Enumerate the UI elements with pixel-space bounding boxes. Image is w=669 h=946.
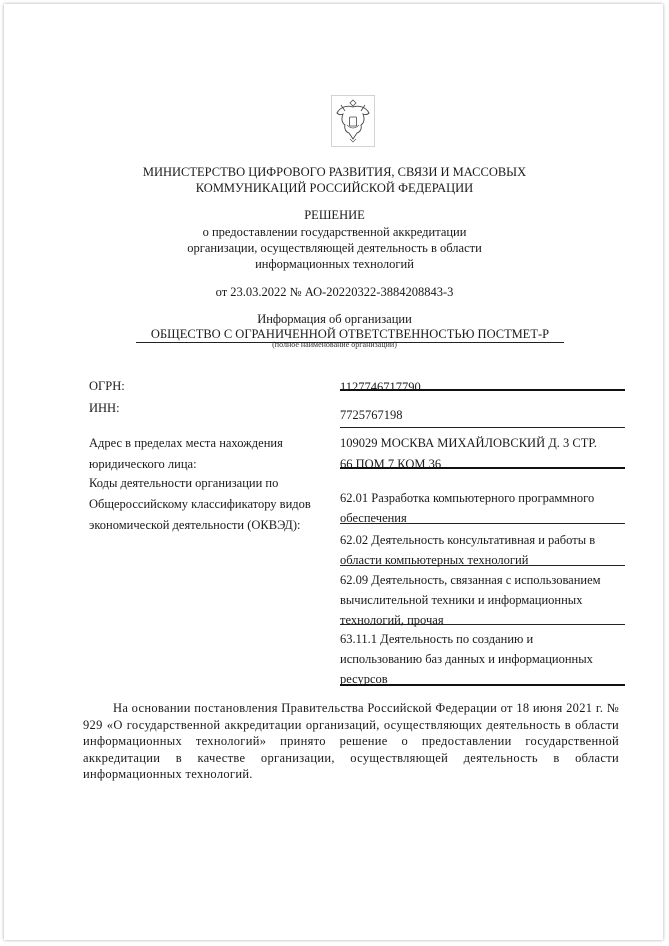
decision-date-number: от 23.03.2022 № АО-20220322-3884208843-3 xyxy=(215,285,454,299)
org-full-name-note: (полное наименование организации) xyxy=(272,340,397,349)
inn-label: ИНН: xyxy=(89,401,120,415)
decision-subtitle xyxy=(0,224,669,272)
okved-code-line: ресурсов xyxy=(340,672,388,686)
inn-value: 7725767198 xyxy=(340,408,403,422)
okved-code-line: 63.11.1 Деятельность по созданию и xyxy=(340,632,534,646)
org-full-name: ОБЩЕСТВО С ОГРАНИЧЕННОЙ ОТВЕТСТВЕННОСТЬЮ ПОСТМЕТ-Р xyxy=(136,326,564,343)
okved-code-underline xyxy=(340,523,625,524)
basis-paragraph-text: На основании постановления Правительства Российской Федерации от 18 июня 2021 г. № 929 «О государственной аккредитации организаций, осуществляющих деятельность в области информационных технологий» принято решение о предоставлении государственной аккредитации в качестве организации, осуществляющей деятельность в области информационных технологий. xyxy=(83,701,619,781)
ministry-line-2: КОММУНИКАЦИЙ РОССИЙСКОЙ ФЕДЕРАЦИИ xyxy=(195,181,474,195)
coat-of-arms-icon xyxy=(331,95,375,147)
okved-code-line: 62.02 Деятельность консультативная и работы в xyxy=(340,533,596,547)
org-info-heading: Информация об организации xyxy=(257,312,412,326)
address-value-line-2: 66 ПОМ 7 КОМ 36 xyxy=(340,457,442,471)
address-label-line-1: Адрес в пределах места нахождения xyxy=(89,436,283,450)
ogrn-label: ОГРН: xyxy=(89,379,125,393)
decision-subtitle-line-2: организации, осуществляющей деятельность в области xyxy=(187,241,482,255)
okved-code-item xyxy=(340,530,625,570)
okved-code-item xyxy=(340,488,625,528)
okved-code-underline xyxy=(340,624,625,625)
okved-code-item xyxy=(340,570,625,630)
okved-code-underline xyxy=(340,684,625,686)
address-underline xyxy=(340,467,625,469)
address-label-line-2: юридического лица: xyxy=(89,457,197,471)
okved-label-line-1: Коды деятельности организации по xyxy=(89,476,279,490)
basis-paragraph xyxy=(83,700,619,783)
okved-code-line: использованию баз данных и информационных xyxy=(340,652,593,666)
address-label xyxy=(89,433,283,475)
okved-code-line: обеспечения xyxy=(340,511,407,525)
okved-code-line: вычислительной техники и информационных xyxy=(340,593,583,607)
ogrn-value: 1127746717790 xyxy=(340,380,421,394)
okved-code-line: 62.01 Разработка компьютерного программного xyxy=(340,491,595,505)
okved-code-line: технологий, прочая xyxy=(340,613,444,627)
okved-label-line-2: Общероссийскому классификатору видов xyxy=(89,497,311,511)
okved-code-underline xyxy=(340,565,625,566)
address-value-line-1: 109029 МОСКВА МИХАЙЛОВСКИЙ Д. 3 СТР. xyxy=(340,436,597,450)
okved-label-line-3: экономической деятельности (ОКВЭД): xyxy=(89,518,301,532)
okved-code-line: области компьютерных технологий xyxy=(340,553,529,567)
ministry-line-1: МИНИСТЕРСТВО ЦИФРОВОГО РАЗВИТИЯ, СВЯЗИ И МАССОВЫХ xyxy=(142,165,527,179)
okved-code-line: 62.09 Деятельность, связанная с использованием xyxy=(340,573,601,587)
decision-title: РЕШЕНИЕ xyxy=(304,208,365,222)
ogrn-underline xyxy=(340,389,625,391)
decision-subtitle-line-1: о предоставлении государственной аккредитации xyxy=(202,225,467,239)
inn-underline xyxy=(340,427,625,428)
okved-label xyxy=(89,473,311,536)
ministry-name xyxy=(0,164,669,196)
okved-code-item xyxy=(340,629,625,689)
decision-subtitle-line-3: информационных технологий xyxy=(255,257,414,271)
